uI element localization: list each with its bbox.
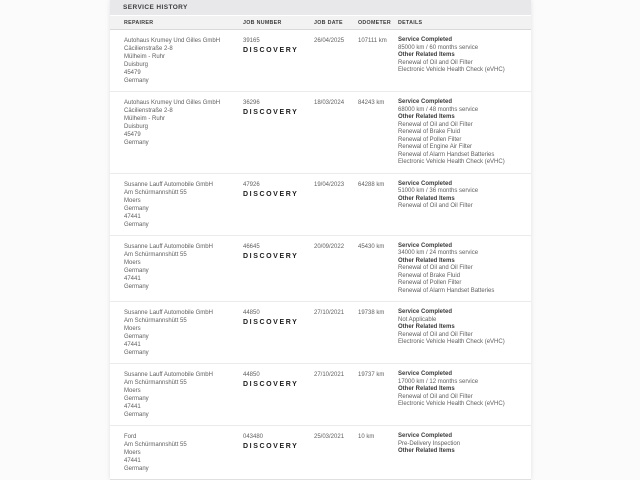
odometer-value: 19738 km: [358, 310, 385, 316]
repairer-cell: Autohaus Krumey Und Gilles GmbH Cäcilienstraße 2-8 Mülheim - Ruhr Duisburg 45479 Germany: [124, 38, 221, 84]
discovery-brand-logo: DISCOVERY: [243, 252, 299, 260]
table-row: [110, 30, 531, 91]
details-cell: Service Completed 34000 km / 24 months service Other Related Items Renewal of Oil and Oil Filter Renewal of Brake Fluid Renewal of Pollen Filter Renewal of Alarm Handset Batteries: [398, 242, 495, 294]
table-row: [110, 425, 531, 479]
job-number-value: 36296: [243, 100, 260, 106]
job-number-cell: [243, 309, 314, 357]
service-history-panel: [110, 0, 531, 480]
repairer-cell: Susanne Lauff Automobile GmbH Am Schürmannshütt 55 Moers Germany 47441 Germany: [124, 243, 213, 290]
column-header-odometer: ODOMETER: [358, 19, 392, 26]
discovery-brand-logo: DISCOVERY: [243, 381, 299, 388]
job-date-value: 26/04/2025: [314, 38, 345, 44]
job-number-value: 46645: [243, 243, 260, 250]
discovery-brand-logo: DISCOVERY: [243, 47, 299, 54]
job-number-value: 47926: [243, 181, 260, 188]
job-date-value: 27/10/2021: [314, 310, 345, 316]
odometer-value: 19737 km: [358, 372, 385, 378]
details-cell: Service Completed 68000 km / 48 months service Other Related Items Renewal of Oil and Oil Filter Renewal of Brake Fluid Renewal of Pollen Filter Renewal of Engine Air Filter Renewal of Alarm Handset Batteries Electronic Vehicle Health Check (eVHC): [398, 99, 505, 165]
repairer-cell: Susanne Lauff Automobile GmbH Am Schürmannshütt 55 Moers Germany 47441 Germany: [124, 310, 213, 356]
details-cell: Service Completed Not Applicable Other Related Items Renewal of Oil and Oil Filter Electronic Vehicle Health Check (eVHC): [398, 309, 505, 345]
details-cell: Service Completed 17000 km / 12 months service Other Related Items Renewal of Oil and Oil Filter Electronic Vehicle Health Check (eVHC): [398, 371, 505, 407]
discovery-brand-logo: DISCOVERY: [243, 319, 299, 326]
table-row: [110, 363, 531, 425]
column-header-details: DETAILS: [398, 19, 423, 26]
job-date-value: 25/03/2021: [314, 434, 345, 440]
odometer-value: 10 km: [358, 434, 375, 440]
discovery-brand-logo: DISCOVERY: [243, 109, 299, 116]
job-number-cell: [243, 181, 314, 229]
job-number-value: 44850: [243, 310, 260, 316]
table-row: [110, 235, 531, 302]
repairer-cell: Susanne Lauff Automobile GmbH Am Schürmannshütt 55 Moers Germany 47441 Germany: [124, 181, 213, 228]
details-cell: Service Completed 51000 km / 36 months service Other Related Items Renewal of Oil and Oil Filter: [398, 180, 479, 209]
column-header-job-number: JOB NUMBER: [243, 19, 282, 26]
job-number-value: 043480: [243, 434, 264, 440]
odometer-value: 107111 km: [358, 38, 387, 44]
job-date-value: 18/03/2024: [314, 100, 345, 106]
repairer-cell: Autohaus Krumey Und Gilles GmbH Cäcilienstraße 2-8 Mülheim - Ruhr Duisburg 45479 Germany: [124, 100, 221, 146]
title-band: [110, 0, 531, 15]
repairer-cell: Susanne Lauff Automobile GmbH Am Schürmannshütt 55 Moers Germany 47441 Germany: [124, 372, 213, 418]
table-header-row: [110, 16, 531, 30]
details-cell: Service Completed Pre-Delivery Inspection Other Related Items: [398, 433, 461, 454]
odometer-value: 64288 km: [358, 181, 385, 188]
job-number-cell: [243, 371, 314, 419]
job-number-value: 44850: [243, 372, 260, 378]
job-date-value: 20/09/2022: [314, 243, 345, 250]
odometer-value: 45430 km: [358, 243, 385, 250]
job-number-cell: [243, 433, 314, 473]
discovery-brand-logo: DISCOVERY: [243, 443, 299, 450]
job-number-cell: [243, 99, 314, 167]
repairer-cell: Ford Am Schürmannshütt 55 Moers 47441 Germany: [124, 434, 187, 472]
column-header-job-date: JOB DATE: [314, 19, 343, 26]
job-date-value: 19/04/2023: [314, 181, 345, 188]
table-row: [110, 173, 531, 235]
job-number-value: 39165: [243, 38, 260, 44]
details-cell: Service Completed 85000 km / 60 months service Other Related Items Renewal of Oil and Oil Filter Electronic Vehicle Health Check (eVHC): [398, 37, 505, 73]
odometer-value: 84243 km: [358, 100, 385, 106]
table-row: [110, 91, 531, 173]
table-row: [110, 301, 531, 363]
job-date-value: 27/10/2021: [314, 372, 345, 378]
service-rows: [110, 30, 531, 479]
job-number-cell: [243, 243, 314, 296]
job-number-cell: [243, 37, 314, 85]
page-title: SERVICE HISTORY: [123, 3, 188, 11]
discovery-brand-logo: DISCOVERY: [243, 190, 299, 198]
column-header-repairer: REPAIRER: [124, 19, 154, 26]
